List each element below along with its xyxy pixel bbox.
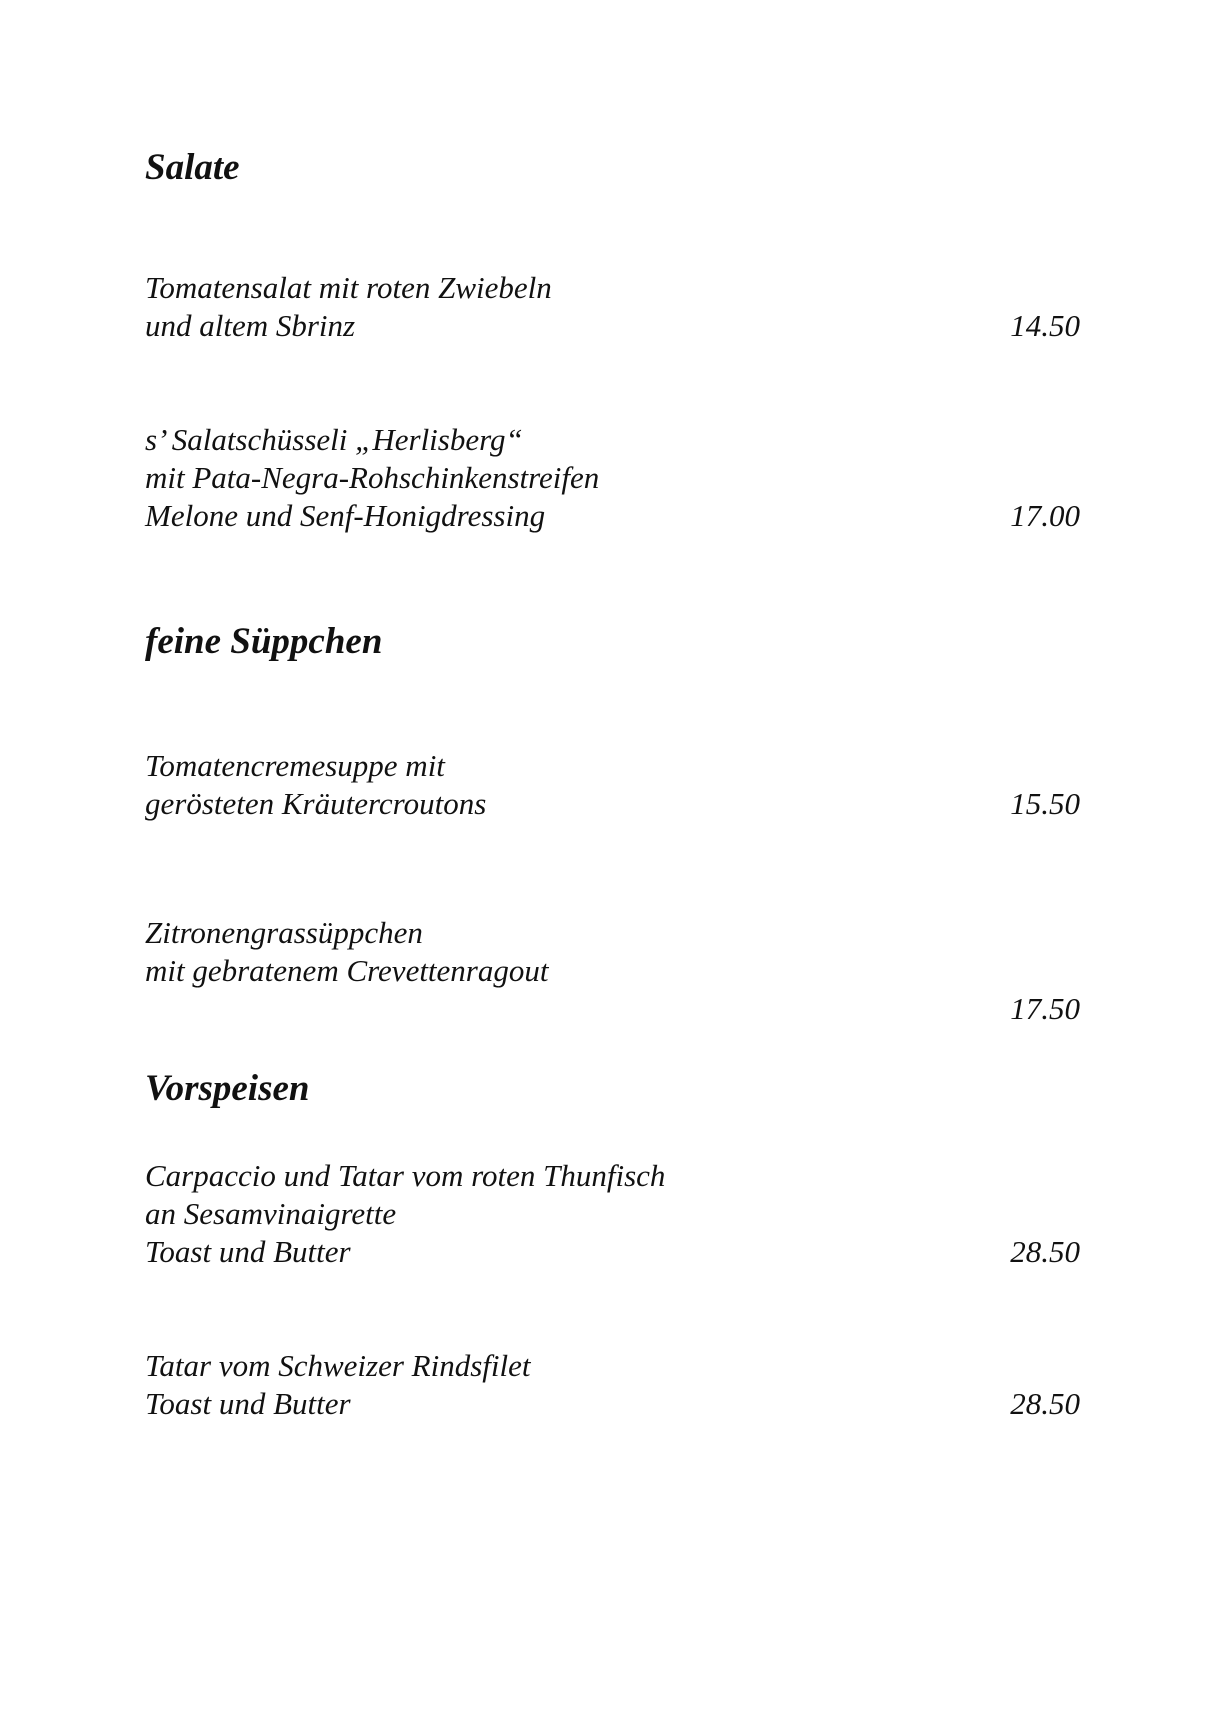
item-description-line: gerösteten Kräutercroutons xyxy=(145,786,487,821)
menu-item-salatschuesseli xyxy=(145,421,1080,535)
item-description-line: Toast und Butter xyxy=(145,1386,351,1421)
item-price: 28.50 xyxy=(1010,1234,1080,1269)
item-price: 15.50 xyxy=(1010,786,1080,821)
item-description-line: an Sesamvinaigrette xyxy=(145,1196,397,1231)
item-description-line: s’ Salatschüsseli „Herlisberg“ xyxy=(145,422,523,457)
item-description-line: mit Pata-Negra-Rohschinkenstreifen xyxy=(145,460,600,495)
item-description-line: Tatar vom Schweizer Rindsfilet xyxy=(145,1348,531,1383)
item-price: 17.00 xyxy=(1010,498,1080,533)
menu-item-tomatencremesuppe xyxy=(145,747,1080,823)
item-description-line: mit gebratenem Crevettenragout xyxy=(145,953,549,988)
item-description-line: und altem Sbrinz xyxy=(145,308,356,343)
section-heading-vorspeisen: Vorspeisen xyxy=(145,1068,310,1109)
menu-item-carpaccio-thunfisch xyxy=(145,1157,1080,1271)
item-description-line: Toast und Butter xyxy=(145,1234,351,1269)
item-description-line: Melone und Senf-Honigdressing xyxy=(145,498,546,533)
item-description-line: Carpaccio und Tatar vom roten Thunfisch xyxy=(145,1158,666,1193)
item-price: 28.50 xyxy=(1010,1386,1080,1421)
section-heading-suppchen: feine Süppchen xyxy=(145,621,383,662)
menu-item-tomatensalat xyxy=(145,269,1080,345)
item-description-line: Tomatencremesuppe mit xyxy=(145,748,445,783)
item-description-line: Tomatensalat mit roten Zwiebeln xyxy=(145,270,552,305)
section-heading-salate: Salate xyxy=(145,147,240,188)
menu-item-zitronengrassuppchen xyxy=(145,914,1080,1026)
item-price: 14.50 xyxy=(1010,308,1080,343)
item-description-line: Zitronengrassüppchen xyxy=(145,915,423,950)
menu-item-tatar-rindsfilet xyxy=(145,1347,1080,1423)
item-price: 17.50 xyxy=(1010,991,1080,1026)
